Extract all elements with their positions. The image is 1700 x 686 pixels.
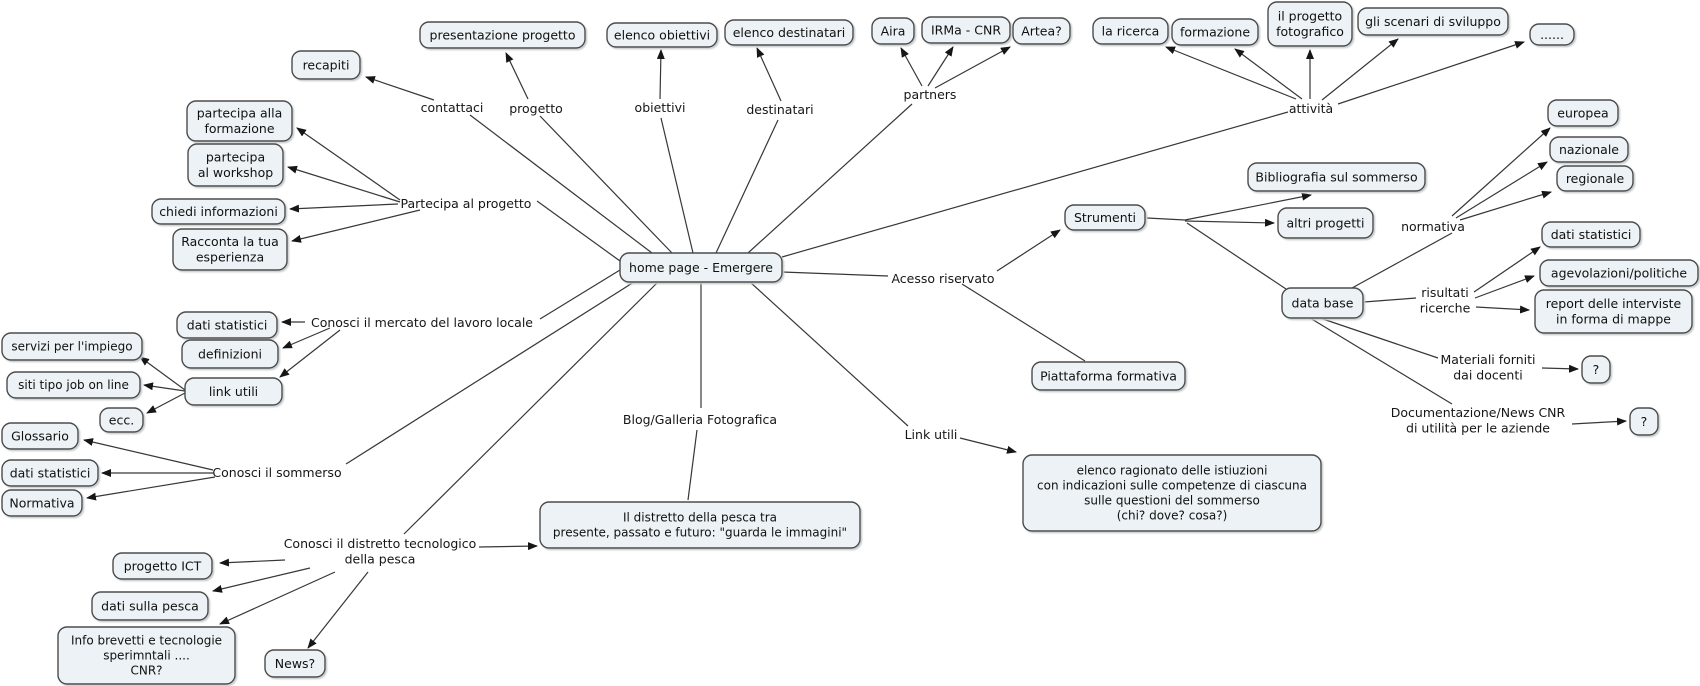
line-connector (346, 282, 634, 464)
node-text: recapiti (302, 57, 350, 73)
label-attivita[interactable] (1289, 101, 1333, 116)
node-text: siti tipo job on line (18, 378, 129, 393)
node-nazionale[interactable] (1550, 137, 1628, 162)
arrow-connector (290, 204, 398, 209)
node-text: al workshop (197, 165, 274, 181)
node-progetto-ict[interactable] (113, 553, 212, 579)
linking-phrase-text: destinatari (746, 102, 814, 117)
node-puntini[interactable] (1530, 24, 1574, 45)
node-glossario[interactable] (2, 423, 78, 449)
node-text: News? (274, 655, 316, 671)
linking-phrase-text: Blog/Galleria Fotografica (622, 412, 778, 427)
line-connector (782, 272, 888, 276)
node-text: elenco obiettivi (613, 27, 711, 43)
line-connector (1352, 233, 1452, 288)
label-conosci-sommerso[interactable] (212, 465, 341, 480)
arrow-connector (297, 128, 400, 200)
node-text: con indicazioni sulle competenze di ciascuna (1037, 478, 1307, 493)
linking-phrase-text: Materiali forniti (1440, 352, 1536, 367)
arrow-connector (213, 568, 310, 591)
linking-phrase-text: normativa (1401, 219, 1465, 234)
nodes-layer (2, 2, 1698, 684)
node-partecipa-alla-formazione[interactable] (187, 101, 292, 141)
line-connector (1320, 318, 1438, 358)
node-normativa-box[interactable] (2, 490, 82, 516)
line-connector (1310, 318, 1452, 404)
arrow-connector (1185, 221, 1274, 223)
linking-phrase-text: obiettivi (634, 100, 686, 115)
node-question-2[interactable] (1630, 408, 1658, 435)
node-text: CNR? (130, 663, 163, 678)
node-dati-statistici-sommerso[interactable] (2, 460, 98, 486)
node-ecc[interactable] (100, 408, 143, 432)
node-europea[interactable] (1548, 100, 1618, 126)
arrow-connector (1474, 247, 1540, 292)
node-text: partecipa (205, 149, 266, 165)
label-conosci-mercato[interactable] (311, 315, 533, 330)
node-bibliografia-sommerso[interactable] (1248, 163, 1425, 191)
node-text: la ricerca (1101, 23, 1160, 39)
line-connector (716, 120, 778, 253)
node-regionale[interactable] (1557, 166, 1633, 191)
node-text: dati sulla pesca (101, 598, 199, 614)
label-acesso-riservato[interactable] (891, 271, 994, 286)
arrow-connector (283, 328, 330, 348)
label-blog-galleria[interactable] (623, 412, 777, 427)
arrow-connector (147, 393, 185, 413)
linking-phrase-text: Conosci il mercato del lavoro locale (310, 315, 534, 330)
arrow-connector (506, 53, 528, 99)
line-connector (661, 118, 693, 253)
line-connector (688, 430, 697, 500)
arrow-connector (220, 572, 335, 624)
line-connector (1364, 298, 1416, 302)
node-text: ? (1592, 361, 1600, 377)
line-connector (540, 270, 620, 319)
edges-layer (84, 39, 1626, 648)
arrow-connector (1166, 47, 1296, 99)
arrow-connector (1235, 49, 1302, 99)
label-materiali-docenti[interactable] (1441, 352, 1536, 383)
node-text: partecipa alla (196, 105, 283, 121)
label-progetto[interactable] (509, 101, 563, 116)
node-info-brevetti[interactable] (58, 627, 235, 684)
node-text: Aira (880, 23, 906, 39)
label-contattaci[interactable] (421, 100, 484, 115)
linking-phrase-text: risultati (1421, 285, 1469, 300)
arrow-connector (87, 477, 215, 498)
node-report-interviste[interactable] (1535, 290, 1692, 333)
linking-phrase-text: Conosci il sommerso (212, 465, 342, 480)
node-il-progetto-fotografico[interactable] (1268, 2, 1352, 46)
node-text: sperimntali .... (103, 648, 190, 663)
node-question-1[interactable] (1582, 356, 1610, 383)
node-formazione[interactable] (1172, 19, 1258, 45)
linking-phrase-text: Conosci il distretto tecnologico (283, 536, 477, 551)
node-elenco-ragionato[interactable] (1023, 455, 1321, 531)
linking-phrase-text: dai docenti (1453, 367, 1523, 383)
node-text: in forma di mappe (1556, 311, 1671, 327)
node-piattaforma-formativa[interactable] (1032, 362, 1185, 390)
node-text: sulle questioni del sommerso (1084, 493, 1260, 508)
node-text: data base (1291, 295, 1354, 311)
arrow-connector (292, 210, 420, 241)
arrow-connector (997, 230, 1060, 271)
arrow-connector (901, 48, 922, 86)
node-altri-progetti[interactable] (1278, 208, 1373, 238)
linking-phrase-text: della pesca (344, 551, 416, 567)
node-data-base[interactable] (1282, 288, 1363, 318)
arrow-connector (935, 47, 1010, 88)
node-siti-job-on-line[interactable] (7, 372, 140, 398)
node-presentazione-progetto[interactable] (420, 22, 585, 48)
line-connector (748, 104, 912, 253)
node-text: link utili (208, 383, 259, 399)
node-text: ? (1640, 413, 1648, 429)
node-text: servizi per l'impiego (11, 339, 133, 354)
label-normativa[interactable] (1401, 219, 1465, 234)
node-text: il progetto (1277, 8, 1343, 24)
node-link-utili-box[interactable] (185, 378, 282, 405)
node-text: report delle interviste (1545, 296, 1682, 312)
node-dati-statistici-mercato[interactable] (177, 312, 277, 338)
node-la-ricerca[interactable] (1093, 18, 1168, 44)
node-text: ecc. (108, 412, 135, 428)
arrow-connector (1476, 307, 1529, 310)
label-documentazione-cnr[interactable] (1391, 405, 1566, 436)
node-aira[interactable] (872, 18, 914, 44)
node-text: agevolazioni/politiche (1550, 265, 1688, 281)
node-recapiti[interactable] (292, 51, 360, 79)
linking-phrase-text: Link utili (904, 427, 958, 442)
node-text: formazione (204, 121, 275, 137)
node-text: (chi? dove? cosa?) (1116, 508, 1228, 523)
node-racconta-esperienza[interactable] (173, 229, 287, 270)
node-partecipa-al-workshop[interactable] (188, 144, 283, 186)
linking-phrase-text: Partecipa al progetto (400, 196, 532, 211)
arrow-connector (84, 440, 213, 470)
linking-phrase-text: di utilità per le aziende (1406, 420, 1550, 436)
node-text: presente, passato e futuro: "guarda le immagini" (552, 525, 848, 540)
node-text: altri progetti (1286, 215, 1365, 231)
arrow-connector (1338, 42, 1524, 104)
node-text: Artea? (1021, 23, 1062, 39)
arrow-connector (1322, 39, 1398, 100)
arrow-connector (1475, 276, 1534, 298)
node-text: progetto ICT (123, 558, 202, 574)
linking-phrase-text: attività (1288, 101, 1334, 116)
label-partners[interactable] (904, 87, 957, 102)
node-text: gli scenari di sviluppo (1365, 13, 1501, 29)
label-risultati-ricerche[interactable] (1420, 285, 1471, 316)
node-text: europea (1557, 105, 1609, 121)
node-text: presentazione progetto (429, 27, 576, 43)
node-text: definizioni (198, 346, 262, 362)
node-text: regionale (1565, 170, 1625, 186)
node-text: dati statistici (186, 317, 268, 333)
node-text: Bibliografia sul sommerso (1255, 169, 1418, 185)
linking-phrase-text: contattaci (420, 100, 484, 115)
node-text: formazione (1179, 24, 1251, 40)
node-news[interactable] (265, 650, 325, 677)
line-connector (750, 282, 908, 426)
arrow-connector (660, 50, 661, 99)
node-text: Normativa (9, 495, 75, 511)
linking-phrase-text: Documentazione/News CNR (1390, 405, 1566, 420)
node-text: chiedi informazioni (159, 203, 278, 219)
node-elenco-destinatari[interactable] (725, 20, 853, 45)
label-destinatari[interactable] (746, 102, 813, 117)
node-text: nazionale (1558, 141, 1620, 157)
arrow-connector (757, 48, 781, 101)
node-text: Strumenti (1073, 209, 1137, 225)
label-conosci-distretto[interactable] (284, 536, 477, 567)
node-text: fotografico (1276, 24, 1344, 40)
node-artea[interactable] (1013, 18, 1070, 44)
line-connector (540, 116, 672, 253)
linking-phrase-text: progetto (509, 101, 563, 116)
label-link-utili[interactable] (905, 427, 958, 442)
arrow-connector (366, 77, 434, 100)
line-connector (782, 112, 1288, 257)
arrow-connector (288, 167, 400, 202)
arrow-connector (1542, 368, 1578, 369)
node-chiedi-informazioni[interactable] (152, 199, 285, 224)
arrow-connector (220, 560, 285, 563)
label-partecipa-al-progetto[interactable] (401, 196, 532, 211)
arrow-connector (960, 438, 1016, 452)
node-text: IRMa - CNR (930, 22, 1002, 38)
node-text: esperienza (195, 249, 265, 265)
node-strumenti[interactable] (1065, 205, 1145, 230)
arrow-connector (1572, 421, 1626, 424)
node-text: Il distretto della pesca tra (622, 510, 778, 525)
linking-phrase-text: ricerche (1419, 300, 1471, 316)
arrow-connector (308, 572, 368, 648)
labels-layer (212, 87, 1565, 567)
node-home-page-emergere[interactable] (620, 253, 782, 282)
node-dati-sulla-pesca[interactable] (92, 592, 208, 620)
node-text: home page - Emergere (629, 259, 773, 275)
node-text: dati statistici (1550, 226, 1632, 242)
line-connector (537, 201, 620, 261)
node-text: ...... (1540, 26, 1564, 42)
node-text: Glossario (11, 428, 69, 444)
node-text: Piattaforma formativa (1040, 368, 1177, 384)
node-irma-cnr[interactable] (922, 17, 1010, 43)
node-dati-statistici-destra[interactable] (1542, 222, 1640, 247)
line-connector (470, 115, 652, 253)
node-distretto-pesca-box[interactable] (540, 502, 860, 548)
node-elenco-obiettivi[interactable] (607, 23, 717, 47)
node-text: dati statistici (9, 465, 91, 481)
label-obiettivi[interactable] (635, 100, 686, 115)
line-connector (962, 284, 1085, 361)
node-agevolazioni-politiche[interactable] (1540, 260, 1698, 286)
node-definizioni[interactable] (182, 340, 278, 368)
arrow-connector (1452, 128, 1550, 216)
node-text: Info brevetti e tecnologie (70, 633, 223, 648)
linking-phrase-text: Acesso riservato (891, 271, 995, 286)
arrow-connector (1456, 162, 1547, 218)
node-text: Racconta la tua (181, 234, 279, 250)
node-text: elenco ragionato delle istiuzioni (1076, 463, 1268, 478)
arrow-connector (479, 546, 537, 547)
node-gli-scenari-di-sviluppo[interactable] (1358, 8, 1508, 35)
node-servizi-impiego[interactable] (2, 333, 142, 360)
node-text: elenco destinatari (732, 24, 846, 40)
linking-phrase-text: partners (903, 87, 957, 102)
line-connector (1187, 223, 1286, 289)
line-connector (1147, 218, 1185, 220)
